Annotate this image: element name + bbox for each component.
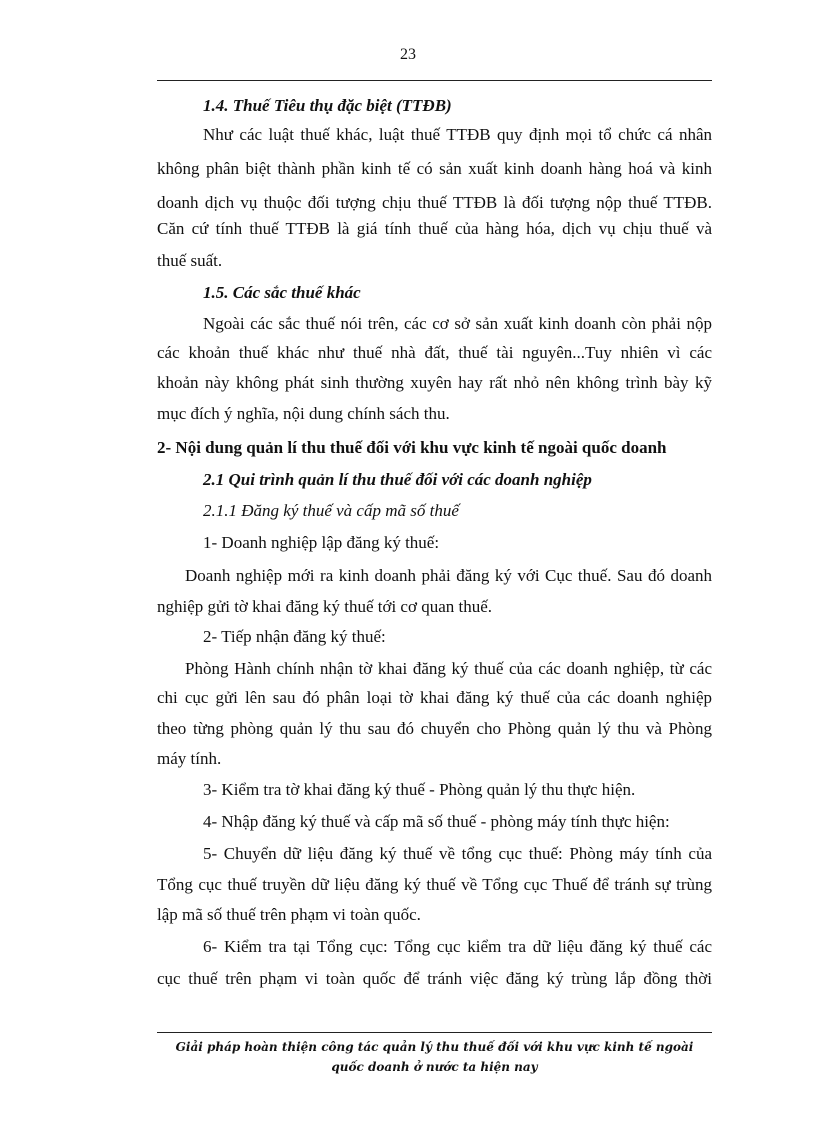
paragraph-line: theo từng phòng quản lý thu sau đó chuyển cho Phòng quản lý thu và Phòng xyxy=(157,719,712,738)
heading-2-1: 2.1 Qui trình quản lí thu thuế đối với các doanh nghiệp xyxy=(203,470,592,489)
step-4: 4- Nhập đăng ký thuế và cấp mã số thuế - phòng máy tính thực hiện: xyxy=(203,812,670,831)
paragraph-line: các khoản thuế khác như thuế nhà đất, thuế tài nguyên...Tuy nhiên vì các xyxy=(157,343,712,362)
paragraph-line: Căn cứ tính thuế TTĐB là giá tính thuế của hàng hóa, dịch vụ chịu thuế và xyxy=(157,219,712,238)
paragraph-line: mục đích ý nghĩa, nội dung chính sách thu. xyxy=(157,404,450,423)
heading-1-4: 1.4. Thuế Tiêu thụ đặc biệt (TTĐB) xyxy=(203,96,452,115)
heading-1-5: 1.5. Các sắc thuế khác xyxy=(203,283,361,302)
paragraph-line: khoản này không phát sinh thường xuyên hay rất nhỏ nên không trình bày kỹ xyxy=(157,373,712,392)
paragraph-line: doanh dịch vụ thuộc đối tượng chịu thuế TTĐB là đối tượng nộp thuế TTĐB. xyxy=(157,193,712,212)
heading-2: 2- Nội dung quản lí thu thuế đối với khu vực kinh tế ngoài quốc doanh xyxy=(157,438,667,457)
paragraph-line: Doanh nghiệp mới ra kinh doanh phải đăng ký với Cục thuế. Sau đó doanh xyxy=(185,566,712,585)
step-3: 3- Kiểm tra tờ khai đăng ký thuế - Phòng quản lý thu thực hiện. xyxy=(203,780,636,799)
footer-line: Giải pháp hoàn thiện công tác quản lý thu thuế đối với khu vực kinh tế ngoài xyxy=(175,1040,694,1054)
page-number: 23 xyxy=(400,46,416,63)
header-rule xyxy=(157,80,712,81)
paragraph-line: không phân biệt thành phần kinh tế có sản xuất kinh doanh hàng hoá và kinh xyxy=(157,159,712,178)
paragraph-line: 5- Chuyển dữ liệu đăng ký thuế về tổng cục thuế: Phòng máy tính của xyxy=(203,844,712,863)
paragraph-line: 6- Kiểm tra tại Tổng cục: Tổng cục kiểm tra dữ liệu đăng ký thuế các xyxy=(203,937,712,956)
paragraph-line: Ngoài các sắc thuế nói trên, các cơ sở sản xuất kinh doanh còn phải nộp xyxy=(203,314,712,333)
heading-2-1-1: 2.1.1 Đăng ký thuế và cấp mã số thuế xyxy=(203,501,459,520)
paragraph-line: Tổng cục thuế truyền dữ liệu đăng ký thuế về Tổng cục Thuế để tránh sự trùng xyxy=(157,875,712,894)
footer-rule xyxy=(157,1032,712,1033)
paragraph-line: Như các luật thuế khác, luật thuế TTĐB quy định mọi tổ chức cá nhân xyxy=(203,125,712,144)
paragraph-line: nghiệp gửi tờ khai đăng ký thuế tới cơ quan thuế. xyxy=(157,597,493,616)
paragraph-line: Phòng Hành chính nhận tờ khai đăng ký thuế của các doanh nghiệp, từ các xyxy=(185,659,712,678)
step-2-title: 2- Tiếp nhận đăng ký thuế: xyxy=(203,627,386,646)
paragraph-line: thuế suất. xyxy=(157,251,223,270)
step-1-title: 1- Doanh nghiệp lập đăng ký thuế: xyxy=(203,533,440,552)
paragraph-line: lập mã số thuế trên phạm vi toàn quốc. xyxy=(157,905,421,924)
paragraph-line: máy tính. xyxy=(157,749,222,768)
footer-line: quốc doanh ở nước ta hiện nay xyxy=(331,1060,538,1074)
paragraph-line: chi cục gửi lên sau đó phân loại tờ khai đăng ký thuế của các doanh nghiệp xyxy=(157,688,712,707)
paragraph-line: cục thuế trên phạm vi toàn quốc để tránh việc đăng ký trùng lắp đồng thời xyxy=(157,969,712,988)
